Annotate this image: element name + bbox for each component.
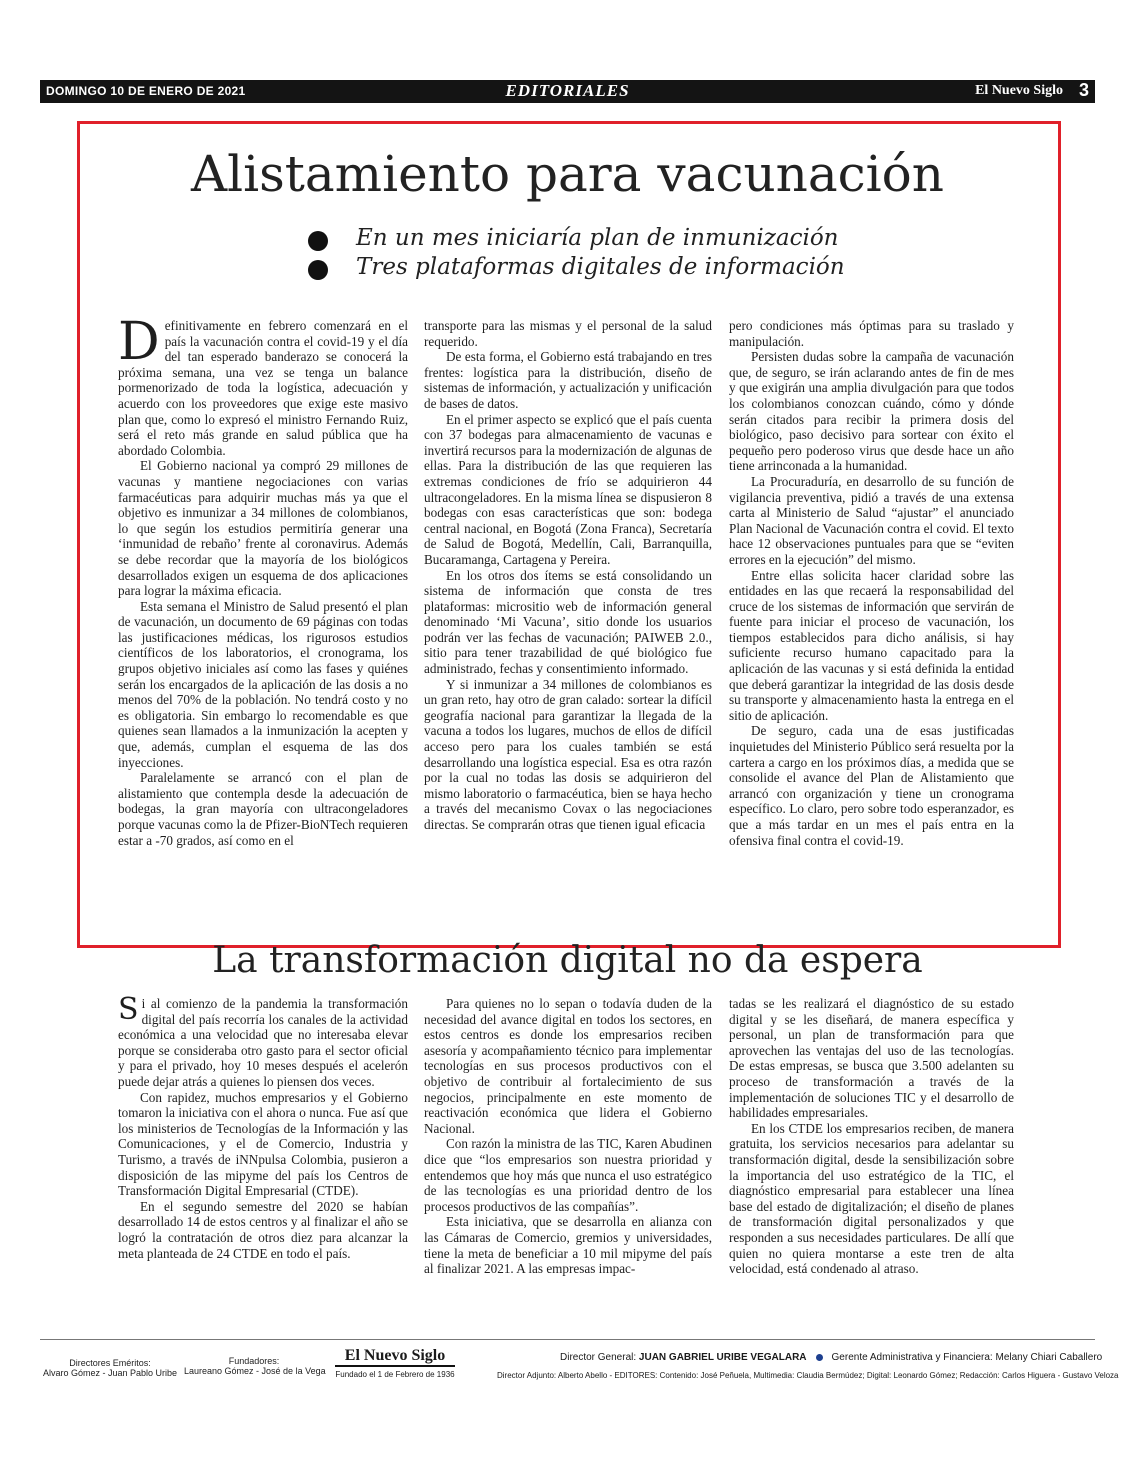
paragraph: De esta forma, el Gobierno está trabajando en tres frentes: logística para la distribución, diseño de sistemas de información, y actualización y unificación de bases de datos.: [424, 349, 712, 411]
paragraph: pero condiciones más óptimas para su traslado y manipulación.: [729, 318, 1014, 349]
paragraph: Esta iniciativa, que se desarrolla en alianza con las Cámaras de Comercio, gremios y universidades, tiene la meta de beneficiar a 10 mil mipyme del país al finalizar 2021. A las empresas impac-: [424, 1214, 712, 1277]
bullet-dot-icon: [816, 1354, 823, 1361]
paragraph: La Procuraduría, en desarrollo de su función de vigilancia preventiva, pidió a través de una extensa carta al Ministerio de Salud “ajustar” el anunciado Plan Nacional de Vacunación contra el covid. El texto hace 12 observaciones puntuales para que se “eviten errores en la ejecución” del mismo.: [729, 473, 1014, 567]
footer-divider: [40, 1339, 1095, 1340]
paragraph: Entre ellas solicita hacer claridad sobre las entidades en las que recaerá la responsabilidad del cruce de los sistemas de información que servirán de fuente para iniciar el proceso de vacunación, los tiempos establecidos para dicho análisis, si hay suficiente recurso humano capacitado para la aplicación de las vacunas y si está definida la entidad que deberá garantizar la integridad de las dosis desde su transporte y almacenamiento hasta la entrega en el sitio de aplicación.: [729, 567, 1014, 723]
paragraph: Definitivamente en febrero comenzará en el país la vacunación contra el covid-19 y el día del tan esperado banderazo se conocerá la próxima semana, una vez se tenga un balance pormenorizado de toda la logística, adecuación y acuerdo con los proveedores que exige este masivo plan que, como lo expresó el ministro Fernando Ruiz, será el reto más grande en salud pública que ha abordado Colombia.: [118, 312, 408, 458]
footer-directors: Director General: JUAN GABRIEL URIBE VEGALARA Gerente Administrativa y Financiera: Melany Chiari Caballero: [560, 1352, 1103, 1363]
section-title: EDITORIALES: [505, 81, 630, 100]
footer-logo: [335, 1347, 455, 1379]
footer-logo-name: El Nuevo Siglo: [335, 1347, 455, 1367]
drop-cap: D: [118, 312, 160, 372]
paragraph: Persisten dudas sobre la campaña de vacunación que, de seguro, se irán aclarando antes de fin de mes y que exigirán una amplia divulgación para que todos los colombianos conozcan cuándo, cómo y dónde serán citados para recibir la primera dosis del biológico, paso decisivo para sortear con éxito el pequeño pero poderoso virus que desde hace un año tiene arrinconada a la humanidad.: [729, 349, 1014, 474]
article-column-2: [424, 318, 712, 833]
masthead-brand: El Nuevo Siglo: [975, 83, 1063, 98]
article-column-3: [729, 318, 1014, 848]
article-column-1: [118, 312, 408, 848]
footer-fundadores: Fundadores: Laureano Gómez - José de la Vega: [184, 1356, 326, 1376]
paragraph: Para quienes no lo sepan o todavía duden de la necesidad del avance digital en todos los sectores, en estos centros es donde los empresarios reciben asesoría y acompañamiento técnico para implementar tecnologías en sus procesos productivos con el objetivo de contribuir al fortalecimiento de sus negocios, principalmente en este momento de reactivación económica que lidera el Gobierno Nacional.: [424, 996, 712, 1136]
paragraph: Y si inmunizar a 34 millones de colombianos es un gran reto, hay otro de gran calado: sortear la difícil geografía nacional para garantizar la llegada de la vacuna a todos los lugares, muchos de ellos de difícil acceso pero para los cuales también se está desarrollando una logística especial. Esa es otra razón por la cual no todas las dosis se adquirieron del mismo laboratorio o farmacéutica, bien se haya hecho a través del mecanismo Covax o las negociaciones directas. Se comprarán otras que tienen igual eficacia: [424, 676, 712, 832]
paragraph: Con rapidez, muchos empresarios y el Gobierno tomaron la iniciativa con el ahora o nunca. Fue así que los ministerios de Tecnologías de la Información y las Comunicaciones, y el de Comercio, Industria y Turismo, a través de iNNpulsa Colombia, pusieron a disposición de las mipyme del país los Centros de Transformación Digital Empresarial (CTDE).: [118, 1089, 408, 1199]
paragraph: En el segundo semestre del 2020 se habían desarrollado 14 de estos centros y al finalizar el año se logró la contratación de otros diez para alcanzar la meta planteada de 24 CTDE en todo el país.: [118, 1198, 408, 1261]
article-subtitles: [308, 225, 845, 283]
page-number: 3: [1078, 80, 1089, 100]
paragraph: En los CTDE los empresarios reciben, de manera gratuita, los servicios necesarios para adelantar su transformación digital, desde la sensibilización sobre la importancia del uso estratégico de la TIC, el diagnóstico empresarial para establecer una línea base del estado de digitalización; el diseño de planes de transformación digital personalizados y que responden a sus necesidades particulares. De allí que quien no quiera montarse a este tren de alta velocidad, está condenado al atraso.: [729, 1120, 1014, 1277]
footer-staff: Director Adjunto: Alberto Abello - EDITORES: Contenido: José Peñuela, Multimedia: Claudia Bermúdez; Digital: Leonardo Gómez; Redacción: Carlos Higuera - Gustavo Veloza: [497, 1371, 1119, 1380]
subtitle-item: En un mes iniciaría plan de inmunización: [308, 225, 845, 254]
article2-column-2: [424, 996, 712, 1277]
paragraph: tadas se les realizará el diagnóstico de su estado digital y se les diseñará, de manera específica y personal, un plan de transformación para que aprovechen las ventajas del uso de las tecnologías. De estas empresas, se busca que 3.500 adelanten su proceso de transformación a través de la implementación de soluciones TIC y el desarrollo de habilidades empresariales.: [729, 996, 1014, 1121]
article-title: Alistamiento para vacunación: [191, 145, 944, 203]
footer-founded: Fundado el 1 de Febrero de 1936: [335, 1370, 455, 1379]
issue-date: DOMINGO 10 DE ENERO DE 2021: [46, 84, 246, 98]
drop-cap: S: [118, 992, 139, 1027]
paragraph: En los otros dos ítems se está consolidando un sistema de información que consta de tres plataformas: micrositio web de información general denominado ‘Mi Vacuna’, sitio donde los usuarios podrán ver las fechas de vacunación; PAIWEB 2.0., sitio para tener trazabilidad de qué biológico fue administrado, fechas y consentimiento informado.: [424, 567, 712, 677]
paragraph: De seguro, cada una de esas justificadas inquietudes del Ministerio Público será resuelta por la cartera a cargo en los próximos días, a medida que se consolide el avance del Plan de Alistamiento que arrancó con organización y tiene un cronograma específico. Lo claro, pero sobre todo esperanzador, es que a más tardar en un mes el país entra en la ofensiva final contra el covid-19.: [729, 723, 1014, 848]
subtitle-item: Tres plataformas digitales de información: [308, 254, 845, 283]
bullet-dot-icon: [308, 231, 328, 251]
article-title-2: La transformación digital no da espera: [212, 940, 923, 981]
paragraph: Paralelamente se arrancó con el plan de alistamiento que contempla desde la adecuación de bodegas, la gran mayoría con ultracongeladores porque vacunas como la de Pfizer-BioNTech requieren estar a -70 grados, así como en el: [118, 770, 408, 848]
bullet-dot-icon: [308, 260, 328, 280]
paragraph: Si al comienzo de la pandemia la transformación digital del país recorría los canales de la actividad económica a una velocidad que no interesaba elevar porque se consideraba otro gasto para el sector oficial y para el privado, hoy 10 meses después el acelerón puede dejar atrás a quienes lo piensen dos veces.: [118, 992, 408, 1089]
header-bar: [40, 80, 1095, 103]
footer-emeritos: Directores Eméritos: Alvaro Gómez - Juan Pablo Uribe: [42, 1358, 178, 1378]
paragraph: Con razón la ministra de las TIC, Karen Abudinen dice que “los empresarios son nuestra prioridad y entendemos que hoy más que nunca el uso estratégico de las tecnologías es una prioridad dentro de los procesos productivos de las compañías”.: [424, 1136, 712, 1214]
article2-column-3: [729, 996, 1014, 1277]
paragraph: transporte para las mismas y el personal de la salud requerido.: [424, 318, 712, 349]
paragraph: El Gobierno nacional ya compró 29 millones de vacunas y mantiene negociaciones con varias farmacéuticas para adquirir muchas más ya que el objetivo es inmunizar a 34 millones de colombianos, lo que según los estudios permitiría generar una ‘inmunidad de rebaño’ frente al coronavirus. Además se debe recordar que la mayoría de los biológicos desarrollados exigen un esquema de dos aplicaciones para lograr la máxima eficacia.: [118, 458, 408, 599]
paragraph: Esta semana el Ministro de Salud presentó el plan de vacunación, un documento de 69 páginas con todas las justificaciones médicas, los rigurosos estudios científicos de los laboratorios, el cronograma, los grupos objetivo iniciales así como las fases y quiénes serán los encargados de la aplicación de las dosis a no menos del 70% de la población. No tendrá costo y no es obligatoria. Sin embargo lo recomendable es que quienes sean llamados a la inmunización la acepten y que, además, cumplan el esquema de las dos inyecciones.: [118, 598, 408, 770]
article2-column-1: [118, 992, 408, 1261]
paragraph: En el primer aspecto se explicó que el país cuenta con 37 bodegas para almacenamiento de vacunas e invertirá recursos para la modernización de algunas de ellas. Para la distribución de las que requieren las extremas condiciones de frío se adquirieron 44 ultracongeladores. En la misma línea se dispusieron 8 bodegas con esas características que son: bodega central nacional, en Bogotá (Zona Franca), Secretaría de Salud de Bogotá, Medellín, Cali, Barranquilla, Bucaramanga, Cartagena y Pereira.: [424, 411, 712, 567]
